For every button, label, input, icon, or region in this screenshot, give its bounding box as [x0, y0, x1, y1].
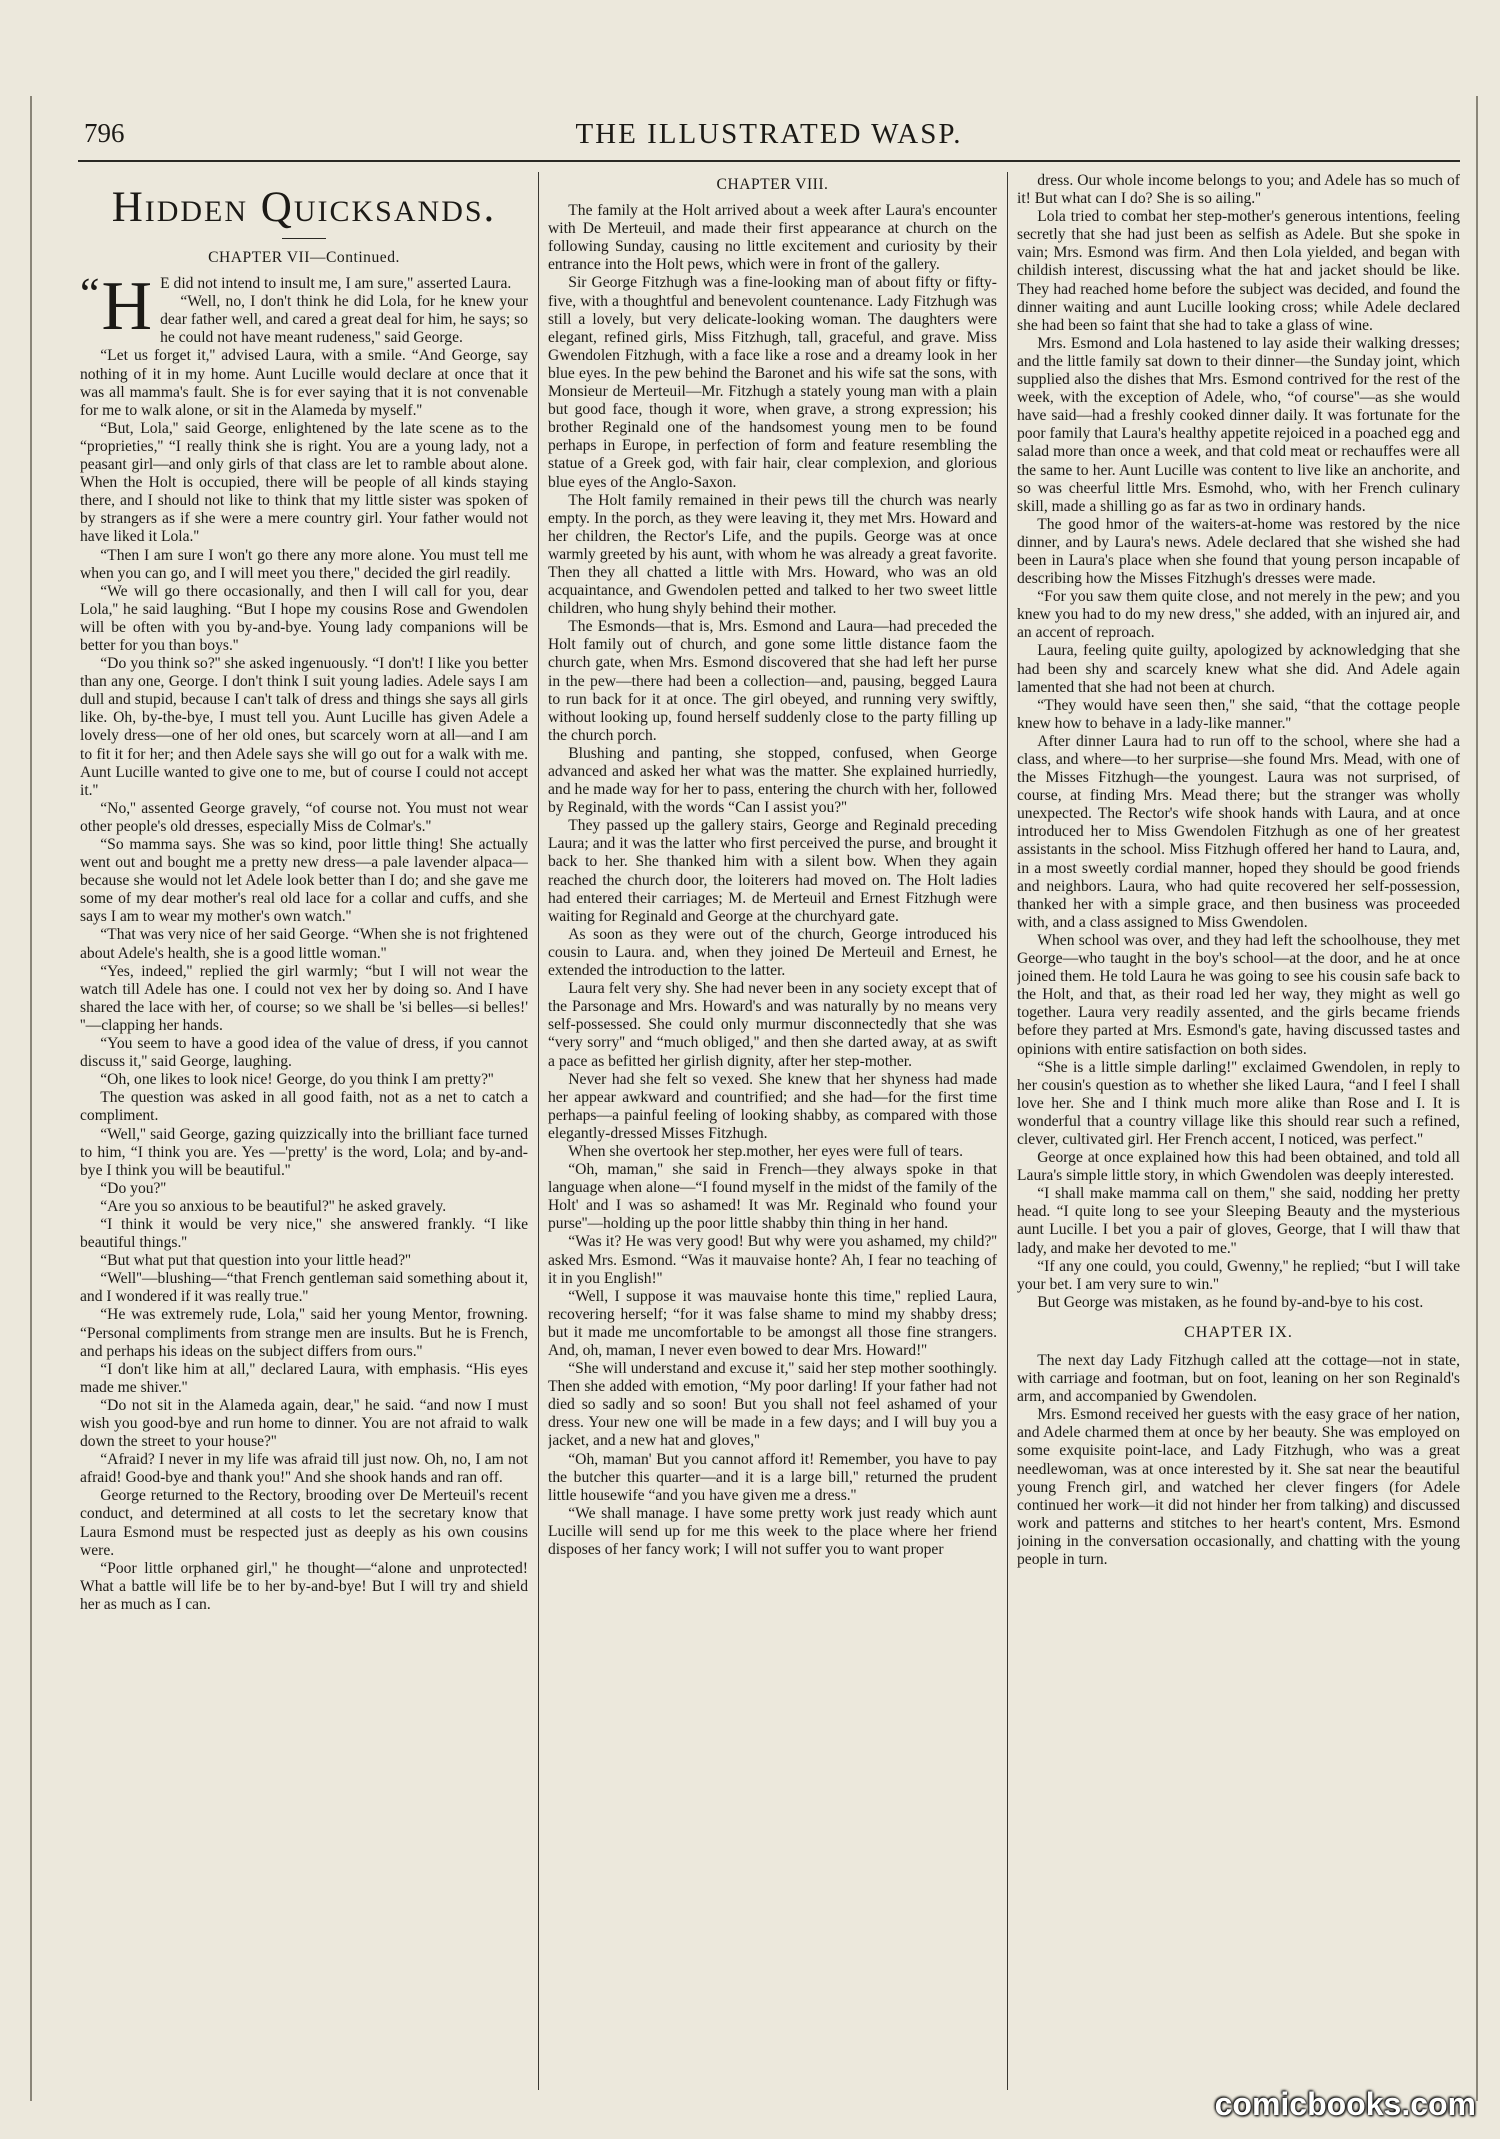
- paragraph: Never had she felt so vexed. She knew that her shyness had made her appear awkward and countrified; and she had—for the first time perhaps—a painful feeling of looking shabby, as compared with those elegantly-dressed Misses Fitzhugh.: [548, 1070, 997, 1142]
- paragraph: Laura felt very shy. She had never been in any society except that of the Parsonage and Mrs. Howard's and was naturally by no means very self-possessed. She could only murmur disconnectedly that she was “very sorry'' and “much obliged,'' and then she darted away, at as swift a pace as befitted her girlish dignity, after her step-mother.: [548, 980, 997, 1070]
- paragraph: “Afraid? I never in my life was afraid till just now. Oh, no, I am not afraid! Good-bye and thank you!'' And she shook hands and ran off.: [80, 1451, 528, 1487]
- text-columns: [80, 172, 1460, 2090]
- chapter-heading: CHAPTER IX.: [1184, 1323, 1293, 1341]
- paragraph: “Oh, one likes to look nice! George, do you think I am pretty?'': [100, 1071, 494, 1089]
- paragraph: “She will understand and excuse it,'' said her step mother soothingly. Then she added with emotion, “My poor darling! If your father had not died so sadly and so soon! But you shall not feel ashamed of your dress. Your new one will be made in a few days; and I will buy you a jacket, and a new hat and gloves,'': [548, 1360, 997, 1450]
- paragraph: Laura, feeling quite guilty, apologized by acknowledging that she had been shy and scarcely knew what she did. And Adele again lamented that she had not been at church.: [1017, 642, 1460, 696]
- story-title: Hidden Quicksands.: [111, 184, 497, 231]
- paragraph: “He was extremely rude, Lola,'' said her young Mentor, frowning. “Personal compliments from strange men are insults. But he is French, and perhaps his ideas on the subject differs from ours.'': [80, 1306, 528, 1360]
- paragraph: The question was asked in all good faith, not as a net to catch a compliment.: [80, 1089, 528, 1125]
- paragraph: “Well, no, I don't think he did Lola, for he knew your dear father well, and cared a great deal for him, he says; so he could not have meant rudeness,'' said George.: [160, 293, 528, 347]
- paragraph: “If any one could, you could, Gwenny,'' he replied; “but I will take your bet. I am very sure to win.'': [1017, 1257, 1460, 1293]
- watermark: comicbooks.com: [1214, 2086, 1476, 2122]
- column-rule: [1007, 172, 1008, 2090]
- paragraph: George returned to the Rectory, brooding over De Merteuil's recent conduct, and determined at all costs to let the secretary know that Laura Esmond must be respected just as deeply as his own cousins were.: [80, 1487, 528, 1559]
- paragraph-text: E did not intend to insult me, I am sure,'' asserted Laura.: [160, 275, 512, 293]
- paragraph: “I think it would be very nice,'' she answered frankly. “I like beautiful things.'': [80, 1215, 528, 1252]
- column-2-body: [548, 202, 997, 1559]
- paragraph: “Do you think so?'' she asked ingenuously. “I don't! I like you better than any one, George. I don't think I suit young ladies. Adele says I am dull and stupid, because I can't talk of dress and things she says all girls like. Oh, by-the-bye, I must tell you. Aunt Lucille has given Adele a lovely dress—one of her old ones, but scarcely worn at all—and I am to fit it for her; and then Adele says she will go out for a walk with me. Aunt Lucille wanted to give one to me, but of course I could not accept it.'': [80, 655, 528, 799]
- column-3-body: [1017, 172, 1460, 1312]
- paragraph: “Well,'' said George, gazing quizzically into the brilliant face turned to him, “I think you are. Yes —'pretty' is the word, Lola; and by-and-bye I think you will be beautiful.'': [80, 1125, 528, 1179]
- page-frame-left: [30, 96, 32, 2101]
- page-number: 796: [84, 118, 125, 148]
- column-rule: [538, 172, 539, 2090]
- paragraph: The family at the Holt arrived about a week after Laura's encounter with De Merteuil, and made their first appearance at church on the following Sunday, causing no little excitement and curiosity by their entrance into the Holt pews, which were in front of the gallery.: [548, 202, 997, 274]
- paragraph: “Let us forget it,'' advised Laura, with a smile. “And George, say nothing of it in my home. Aunt Lucille would declare at once that it was all mamma's fault. She is for ever saying that it is not convenable for me to walk alone, or sit in the Alameda by myself.'': [80, 347, 528, 419]
- paragraph: But George was mistaken, as he found by-and-bye to his cost.: [1037, 1293, 1424, 1311]
- paragraph: After dinner Laura had to run off to the school, where she had a class, and where—to her surprise—she found Mrs. Mead, with one of the Misses Fitzhugh—the youngest. Laura was not surprised, of course, at finding Mrs. Mead there; but the stranger was wholly unexpected. The Rector's wife shook hands with Laura, and at once introduced her to Miss Gwendolen Fitzhugh as one of her greatest assistants in the school. Miss Fitzhugh offered her hand to Laura, and, in a most sweetly cordial manner, hoped they should be good friends and neighbors. Laura, who had quite recovered her self-possession, thanked her with a simple grace, and then business was proceeded with, and a class assigned to Miss Gwendolen.: [1017, 732, 1460, 931]
- paragraph: “For you saw them quite close, and not merely in the pew; and you knew you had to do my new dress,'' she added, with an injured air, and an accent of reproach.: [1017, 588, 1460, 642]
- paragraph: “Was it? He was very good! But why were you ashamed, my child?'' asked Mrs. Esmond. “Was it mauvaise honte? Ah, I fear no teaching of it in you English!'': [548, 1233, 997, 1287]
- paragraph: “Do you?'': [100, 1179, 167, 1197]
- paragraph: The next day Lady Fitzhugh called att the cottage—not in state, with carriage and footman, but on foot, leaning on her son Reginald's arm, and accompanied by Gwendolen.: [1017, 1352, 1460, 1406]
- paragraph: “Poor little orphaned girl,'' he thought—“alone and unprotected! What a battle will life be to her by-and-bye! But I will try and shield her as much as I can.: [80, 1559, 528, 1613]
- paragraph: When school was over, and they had left the schoolhouse, they met George—who taught in the boy's school—at the door, and he at once joined them. He told Laura he was going to see his cousin safe back to the Holt, and that, as their road led her way, they might as well go together. Laura very readily assented, and the girls became friends before they parted at Mrs. Esmond's gate, having discussed tastes and opinions with entire satisfaction on both sides.: [1017, 931, 1460, 1058]
- paragraph: The Holt family remained in their pews till the church was nearly empty. In the porch, as they were leaving it, they met Mrs. Howard and her children, the Rector's Life, and the pupils. George was at once warmly greeted by his aunt, with whom he was already a great favorite. Then they all chatted a little with Mrs. Howard, who was an old acquaintance, and Gwendolen petted and talked to her two sweet little children, who hung shyly behind their mother.: [548, 491, 997, 618]
- paragraph: dress. Our whole income belongs to you; and Adele has so much of it! But what can I do? She is so ailing.'': [1017, 172, 1460, 208]
- paragraph: “So mamma says. She was so kind, poor little thing! She actually went out and bought me a pretty new dress—a pale lavender alpaca—because she would not let Adele look better than I do; and she gave me some of my dear mother's real old lace for a collar and cuffs, and she says I am to wear my mother's own watch.'': [80, 836, 528, 926]
- paragraph: “Then I am sure I won't go there any more alone. You must tell me when you can go, and I will meet you there,'' decided the girl readily.: [80, 546, 528, 582]
- running-title: THE ILLUSTRATED WASP.: [575, 118, 963, 150]
- paragraph: “But what put that question into your little head?'': [100, 1252, 411, 1270]
- chapter-heading: CHAPTER VIII.: [716, 176, 829, 193]
- paragraph: Mrs. Esmond and Lola hastened to lay aside their walking dresses; and the little family sat down to their dinner—the Sunday joint, which supplied also the dishes that Mrs. Esmond contrived for the rest of the week, with the exception of Adele, who, “of course''—as she would have said—had a freshly cooked dinner daily. It was fortunate for the poor family that Laura's healthy appetite rejoiced in a poached egg and salad more than once a week, and that cold meat or rechauffes were all the same to her. Aunt Lucille was content to live like an anchorite, and so was cheerful little Mrs. Esmohd, who, with her French culinary skill, made a shilling go as far as two in ordinary hands.: [1017, 334, 1460, 515]
- paragraph: “But, Lola,'' said George, enlightened by the late scene as to the “proprieties,'' “I really think she is right. You are a young lady, not a peasant girl—and only girls of that class are let to ramble about alone. When the Holt is occupied, there will be people of all kinds staying there, and I should not like to think that my little sister was spoken of by strangers as if she were a mere country girl. Your father would not have liked it Lola.'': [80, 419, 528, 546]
- paragraph: Sir George Fitzhugh was a fine-looking man of about fifty or fifty-five, with a thoughtful and benevolent countenance. Lady Fitzhugh was still a lovely, but very delicate-looking woman. The daughters were elegant, refined girls, Miss Fitzhugh, tall, graceful, and grave. Miss Gwendolen Fitzhugh, with a face like a rose and a dreamy look in her blue eyes. In the pew behind the Baronet and his wife sat the sons, with Monsieur de Merteuil—Mr. Fitzhugh a stately young man with a plain but good face, though it wore, when grave, a strong expression; his brother Reginald one of the handsomest young men to be found perhaps in Europe, in perfection of form and feature resembling the statue of a Greek god, with fair hair, clear complexion, and glorious blue eyes of the Anglo-Saxon.: [548, 274, 997, 491]
- page-frame-right: [1476, 96, 1478, 2101]
- paragraph: As soon as they were out of the church, George introduced his cousin to Laura. and, when they joined De Merteuil and Ernest, he extended the introduction to the latter.: [548, 925, 997, 980]
- column-3: [1017, 172, 1460, 2090]
- paragraph: The Esmonds—that is, Mrs. Esmond and Laura—had preceded the Holt family out of church, and gone some little distance faom the church gate, when Mrs. Esmond discovered that she had left her purse in the pew—there had been a collection—and, pausing, begged Laura to run back for it at once. The girl obeyed, and running very swiftly, without looking up, found herself suddenly close to the party filling up the church porch.: [548, 618, 997, 744]
- paragraph: “We will go there occasionally, and then I will call for you, dear Lola,'' he said laughing. “But I hope my cousins Rose and Gwendolen will be often with you by-and-bye. Young lady companions will be better for you than boys.'': [80, 582, 528, 654]
- column-1: [80, 172, 528, 2090]
- paragraph: Lola tried to combat her step-mother's generous intentions, feeling secretly that she had just been as selfish as Adele. But she spoke in vain; Mrs. Esmond was firm. And then Lola yielded, and began with childish interest, discussing what the hat and jacket should be like. They had reached home before the subject was decided, and found the dinner waiting and aunt Lucille looking cross; while Adele declared she had been so faint that she had to take a glass of wine.: [1017, 208, 1460, 334]
- title-divider: [282, 238, 326, 239]
- column-2: [548, 172, 997, 2090]
- paragraph: They passed up the gallery stairs, George and Reginald preceding Laura; and it was the latter who first perceived the purse, and brought it back to her. She thanked him with a silent bow. When they again reached the church door, the loiterers had moved on. The Holt ladies had entered their carriages; M. de Merteuil and Ernest Fitzhugh were waiting for Reginald and George at the churchyard gate.: [548, 817, 997, 925]
- column-1-body: [80, 268, 528, 1614]
- opening-quote: “: [80, 269, 100, 319]
- paragraph: “They would have seen then,'' she said, “that the cottage people knew how to behave in a lady-like manner.'': [1017, 696, 1460, 732]
- paragraph: The good hmor of the waiters-at-home was restored by the nice dinner, and by Laura's news. Adele declared that she wished she had been in Laura's place when she found that young person incapable of describing how the Misses Fitzhugh's dresses were made.: [1017, 515, 1460, 588]
- paragraph: “We shall manage. I have some pretty work just ready which aunt Lucille will send up for me this week to the place where her friend disposes of her fancy work; I will not suffer you to want proper: [548, 1504, 997, 1559]
- paragraph: George at once explained how this had been obtained, and told all Laura's simple little story, in which Gwendolen was deeply interested.: [1017, 1149, 1460, 1185]
- paragraph: “Well, I suppose it was mauvaise honte this time,'' replied Laura, recovering herself; “for it was false shame to mind my shabby dress; but it made me uncomfortable to be amongst all those fine strangers. And, oh, maman, I never even bowed to dear Mrs. Howard!'': [548, 1287, 997, 1359]
- paragraph: “Are you so anxious to be beautiful?'' he asked gravely.: [100, 1197, 447, 1215]
- paragraph: “Well''—blushing—“that French gentleman said something about it, and I wondered if it was really true.'': [80, 1270, 528, 1306]
- paragraph: “Oh, maman,'' she said in French—they always spoke in that language when alone—“I found myself in the midst of the family of the Holt' and I was so ashamed! It was Mr. Reginald who found your purse''—holding up the poor little shabby thin thing in her hand.: [548, 1161, 997, 1233]
- paragraph: “Yes, indeed,'' replied the girl warmly; “but I will not wear the watch till Adele has one. I could not vex her by doing so. And I have shared the lace with her, of course; so we shall be 'si belles—si belles!' ''—clapping her hands.: [80, 962, 528, 1034]
- paragraph: “I don't like him at all,'' declared Laura, with emphasis. “His eyes made me shiver.'': [80, 1360, 528, 1396]
- column-3-body-continued: [1017, 1352, 1460, 1569]
- page-header: [78, 118, 1460, 162]
- paragraph: “That was very nice of her said George. “When she is not frightened about Adele's health, she is a good little woman.'': [80, 926, 528, 962]
- paragraph: When she overtook her step.mother, her eyes were full of tears.: [568, 1142, 963, 1160]
- drop-cap: H: [101, 268, 153, 346]
- paragraph: “She is a little simple darling!'' exclaimed Gwendolen, in reply to her cousin's question as to whether she liked Laura, “and I feel I shall love her. She and I think much more alike than Rose and I. It is wonderful that a country village like this should rear such a refined, clever, cultivated girl. Her French accent, I noticed, was perfect.'': [1017, 1058, 1460, 1148]
- chapter-heading: CHAPTER VII—Continued.: [208, 249, 400, 266]
- paragraph: “Do not sit in the Alameda again, dear,'' he said. “and now I must wish you good-bye and run home to dinner. You are not afraid to walk down the street to your house?'': [80, 1396, 528, 1451]
- paragraph: Blushing and panting, she stopped, confused, when George advanced and asked her what was the matter. She explained hurriedly, and he made way for her to pass, entering the church with her, followed by Reginald, with the words “Can I assist you?'': [548, 744, 997, 817]
- paragraph: Mrs. Esmond received her guests with the easy grace of her nation, and Adele charmed them at once by her beauty. She was employed on some exquisite point-lace, and Lady Fitzhugh, who was a great needlewoman, was at once interested by it. She sat near the beautiful young French girl, and watched her clever fingers (for Adele continued her work—it did not hinder her from talking) and discussed work and patterns and stitches to her heart's content, Mrs. Esmond joining in the conversation occasionally, and chatting with the young people in turn.: [1017, 1406, 1460, 1569]
- paragraph: “Oh, maman' But you cannot afford it! Remember, you have to pay the butcher this quarter—and it is a large bill,'' returned the prudent little housewife “and you have given me a dress.'': [548, 1450, 997, 1504]
- paragraph: “No,'' assented George gravely, “of course not. You must not wear other people's old dresses, especially Miss de Colmar's.'': [80, 799, 528, 835]
- paragraph: “You seem to have a good idea of the value of dress, if you cannot discuss it,'' said George, laughing.: [80, 1035, 528, 1071]
- paragraph: “I shall make mamma call on them,'' she said, nodding her pretty head. “I quite long to see your Sleeping Beauty and the mysterious aunt Lucille. I bet you a pair of gloves, George, that I will thaw that lady, and make her devoted to me.'': [1017, 1185, 1460, 1257]
